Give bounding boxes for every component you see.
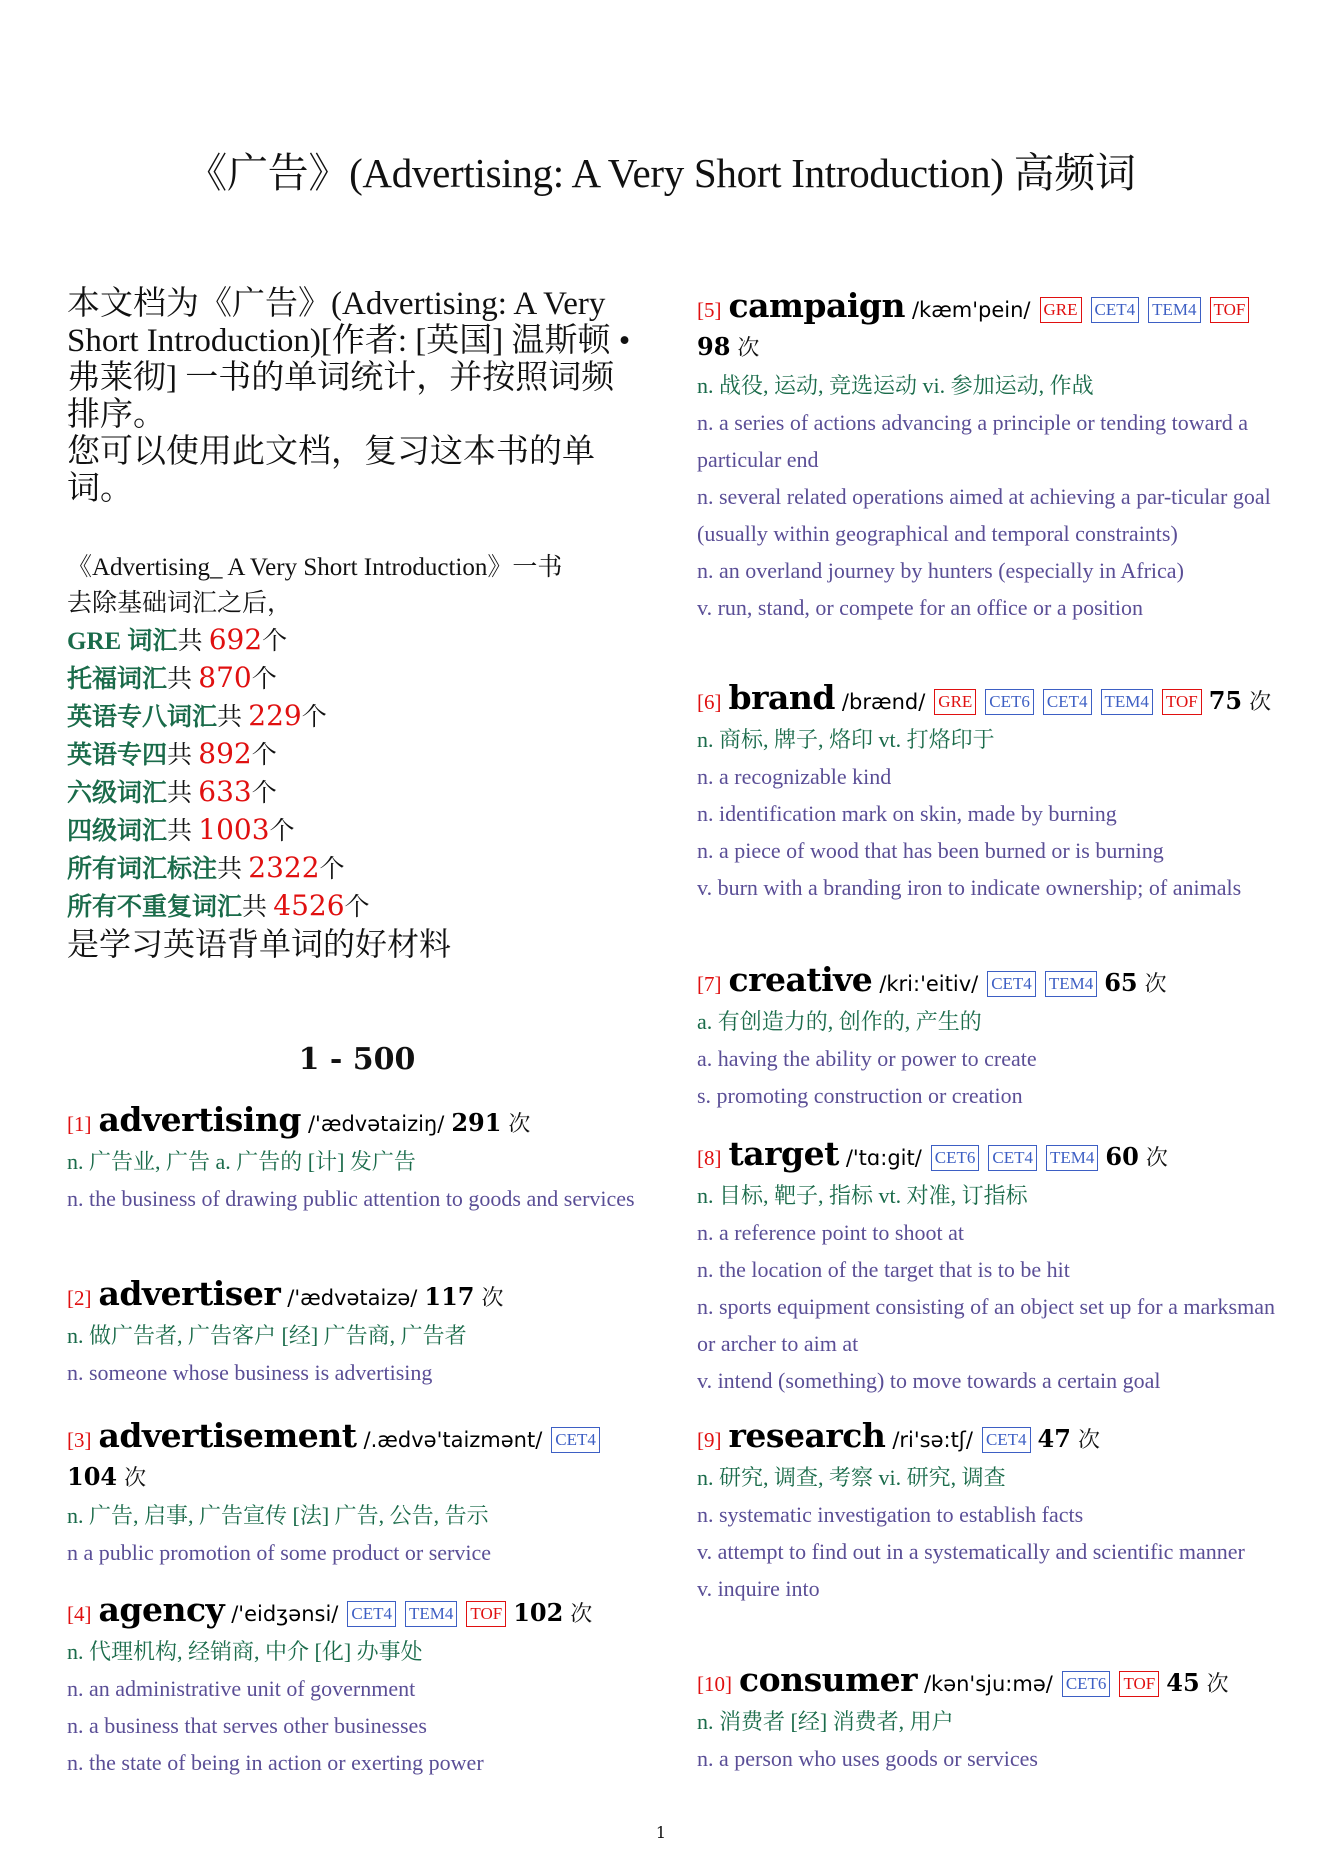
exam-tag: TEM4 (405, 1601, 457, 1627)
vocab-stats (67, 550, 647, 962)
english-definition: n. the location of the target that is to be hit (697, 1257, 1070, 1282)
headword: advertisement (98, 1416, 357, 1455)
stats-label: 英语专八词汇 (67, 704, 218, 731)
exam-tag: CET6 (985, 689, 1034, 715)
stats-filter-line: 去除基础词汇之后， (67, 590, 293, 617)
stats-mid: 共 (167, 818, 199, 845)
headword: creative (728, 960, 873, 999)
phonetic: /'ædvətaizə/ (287, 1286, 418, 1310)
stats-line (67, 736, 647, 774)
word-entry (697, 680, 1277, 906)
word-entry (697, 1136, 1277, 1399)
headword: brand (728, 678, 835, 717)
entry-index: [5] (697, 298, 722, 322)
stats-mid: 共 (167, 666, 199, 693)
chinese-definition: n. 广告业, 广告 a. 广告的 [计] 发广告 (67, 1149, 416, 1174)
chinese-definition: n. 商标, 牌子, 烙印 vt. 打烙印于 (697, 727, 995, 752)
phonetic: /.ædvə'taizmənt/ (363, 1428, 543, 1452)
exam-tag: GRE (1040, 297, 1082, 323)
phonetic: /ri'sə:tʃ/ (892, 1428, 973, 1452)
entry-index: [3] (67, 1428, 92, 1452)
english-definition: n. a piece of wood that has been burned or is burning (697, 838, 1164, 863)
frequency-count: 291 (451, 1108, 502, 1137)
stats-unit: 个 (269, 818, 295, 845)
chinese-definition: n. 代理机构, 经销商, 中介 [化] 办事处 (67, 1639, 423, 1664)
exam-tag: TEM4 (1046, 1145, 1098, 1171)
headword: campaign (728, 286, 905, 325)
stats-mid: 共 (167, 742, 199, 769)
headword-line (67, 1418, 647, 1497)
english-definition: n. a reference point to shoot at (697, 1220, 964, 1245)
stats-mid: 共 (242, 894, 274, 921)
english-definition: a. having the ability or power to create (697, 1046, 1037, 1071)
word-entry (67, 1276, 647, 1391)
english-definition: n. an administrative unit of government (67, 1676, 416, 1701)
chinese-definition: n. 做广告者, 广告客户 [经] 广告商, 广告者 (67, 1323, 467, 1348)
times-label: 次 (1144, 971, 1167, 996)
stats-unit: 个 (251, 666, 277, 693)
headword-line (67, 1592, 647, 1633)
entry-index: [8] (697, 1146, 722, 1170)
entry-index: [2] (67, 1286, 92, 1310)
headword-line (697, 288, 1277, 367)
exam-tag: TOF (466, 1601, 506, 1627)
stats-count: 692 (208, 623, 263, 656)
entry-index: [6] (697, 690, 722, 714)
entry-index: [4] (67, 1602, 92, 1626)
english-definition: v. inquire into (697, 1576, 820, 1601)
english-definition: n. identification mark on skin, made by burning (697, 801, 1117, 826)
exam-tag: CET4 (982, 1427, 1031, 1453)
stats-mid: 共 (217, 856, 249, 883)
english-definition: n. someone whose business is advertising (67, 1360, 433, 1385)
stats-mid: 共 (167, 780, 199, 807)
headword-line (697, 1136, 1277, 1177)
chinese-definition: a. 有创造力的, 创作的, 产生的 (697, 1009, 982, 1034)
stats-count: 633 (198, 775, 252, 808)
chinese-definition: n. 目标, 靶子, 指标 vt. 对准, 订指标 (697, 1183, 1028, 1208)
exam-tag: TEM4 (1101, 689, 1153, 715)
headword-line (697, 1418, 1277, 1459)
page-number: 1 (655, 1823, 667, 1842)
phonetic: /kri:'eitiv/ (879, 972, 979, 996)
english-definition: n. sports equipment consisting of an object set up for a marksman or archer to aim at (697, 1294, 1275, 1356)
stats-label: 英语专四 (67, 742, 168, 769)
stats-book-line: 《Advertising_ A Very Short Introduction》一书 (67, 554, 563, 581)
frequency-count: 102 (513, 1598, 564, 1627)
times-label: 次 (1145, 1145, 1168, 1170)
frequency-count: 47 (1037, 1424, 1071, 1453)
phonetic: /kæm'pein/ (911, 298, 1031, 322)
word-entry (67, 1418, 647, 1571)
frequency-count: 45 (1166, 1668, 1200, 1697)
headword-line (697, 962, 1277, 1003)
headword-line (697, 1662, 1277, 1703)
times-label: 次 (1206, 1671, 1229, 1696)
phonetic: /'eidʒənsi/ (231, 1602, 339, 1626)
headword: consumer (739, 1660, 917, 1699)
word-entry (67, 1102, 647, 1217)
headword: target (728, 1134, 839, 1173)
times-label: 次 (1249, 689, 1272, 714)
exam-tag: CET4 (1091, 297, 1140, 323)
stats-unit: 个 (344, 894, 370, 921)
range-heading: 1 - 500 (298, 1042, 416, 1077)
chinese-definition: n. 消费者 [经] 消费者, 用户 (697, 1709, 954, 1734)
stats-count: 2322 (248, 851, 320, 884)
times-label: 次 (508, 1111, 531, 1136)
stats-count: 870 (198, 661, 252, 694)
intro-paragraph: 本文档为《广告》(Advertising: A Very Short Introduction)[作者: [英国] 温斯顿 • 弗莱彻] 一书的单词统计，并按照词频排序。 (67, 286, 631, 433)
intro-usage: 您可以使用此文档，复习这本书的单词。 (67, 434, 595, 507)
entry-index: [7] (697, 972, 722, 996)
english-definition: n. several related operations aimed at achieving a par-ticular goal (usually within geographical and temporal constraints) (697, 484, 1271, 546)
chinese-definition: n. 广告, 启事, 广告宣传 [法] 广告, 公告, 告示 (67, 1503, 489, 1528)
stats-closing: 是学习英语背单词的好材料 (67, 926, 452, 962)
exam-tag: CET4 (987, 971, 1036, 997)
entry-index: [10] (697, 1672, 732, 1696)
stats-unit: 个 (251, 742, 277, 769)
english-definition: n a public promotion of some product or service (67, 1540, 492, 1565)
stats-unit: 个 (319, 856, 345, 883)
exam-tag: TOF (1119, 1671, 1159, 1697)
word-entry (697, 1662, 1277, 1777)
exam-tag: TEM4 (1148, 297, 1200, 323)
english-definition: v. burn with a branding iron to indicate ownership; of animals (697, 875, 1242, 900)
english-definition: n. a recognizable kind (697, 764, 892, 789)
exam-tag: CET4 (988, 1145, 1037, 1171)
times-label: 次 (1077, 1427, 1100, 1452)
frequency-count: 104 (67, 1462, 118, 1491)
stats-unit: 个 (262, 628, 288, 655)
stats-label: 六级词汇 (67, 780, 168, 807)
chinese-definition: n. 战役, 运动, 竞选运动 vi. 参加运动, 作战 (697, 373, 1094, 398)
stats-line (67, 888, 647, 926)
stats-count: 4526 (273, 889, 345, 922)
stats-unit: 个 (301, 704, 327, 731)
frequency-count: 65 (1104, 968, 1138, 997)
stats-line (67, 774, 647, 812)
english-definition: n. a series of actions advancing a principle or tending toward a particular end (697, 410, 1249, 472)
exam-tag: CET4 (347, 1601, 396, 1627)
english-definition: n. an overland journey by hunters (especially in Africa) (697, 558, 1184, 583)
stats-label: 四级词汇 (67, 818, 168, 845)
phonetic: /brænd/ (841, 690, 926, 714)
frequency-count: 60 (1105, 1142, 1139, 1171)
intro-block (67, 286, 647, 508)
stats-line (67, 850, 647, 888)
headword-line (697, 680, 1277, 721)
english-definition: n. systematic investigation to establish facts (697, 1502, 1084, 1527)
english-definition: n. the business of drawing public attention to goods and services (67, 1186, 635, 1211)
stats-label: GRE 词汇 (67, 628, 178, 655)
times-label: 次 (481, 1285, 504, 1310)
phonetic: /'ædvətaiziŋ/ (307, 1112, 445, 1136)
stats-label: 托福词汇 (67, 666, 168, 693)
stats-count: 892 (198, 737, 252, 770)
exam-tag: CET4 (1043, 689, 1092, 715)
english-definition: v. attempt to find out in a systematically and scientific manner (697, 1539, 1245, 1564)
frequency-count: 117 (424, 1282, 475, 1311)
times-label: 次 (124, 1465, 147, 1490)
stats-label: 所有词汇标注 (67, 856, 218, 883)
english-definition: v. intend (something) to move towards a certain goal (697, 1368, 1161, 1393)
word-entry (697, 962, 1277, 1114)
stats-line (67, 622, 647, 660)
chinese-definition: n. 研究, 调查, 考察 vi. 研究, 调查 (697, 1465, 1006, 1490)
english-definition: s. promoting construction or creation (697, 1083, 1023, 1108)
word-entry (697, 288, 1277, 626)
english-definition: n. a person who uses goods or services (697, 1746, 1038, 1771)
headword: agency (98, 1590, 225, 1629)
stats-label: 所有不重复词汇 (67, 894, 243, 921)
times-label: 次 (737, 335, 760, 360)
exam-tag: CET6 (1062, 1671, 1111, 1697)
stats-line (67, 812, 647, 850)
phonetic: /'tɑ:git/ (845, 1146, 922, 1170)
exam-tag: CET6 (931, 1145, 980, 1171)
entry-index: [1] (67, 1112, 92, 1136)
frequency-count: 75 (1208, 686, 1243, 715)
english-definition: n. the state of being in action or exerting power (67, 1750, 484, 1775)
stats-line (67, 660, 647, 698)
exam-tag: CET4 (551, 1427, 600, 1453)
frequency-count: 98 (697, 332, 731, 361)
phonetic: /kən'sju:mə/ (923, 1672, 1053, 1696)
headword-line (67, 1102, 647, 1143)
stats-mid: 共 (177, 628, 209, 655)
word-entry (67, 1592, 647, 1781)
english-definition: n. a business that serves other businesses (67, 1713, 427, 1738)
exam-tag: TOF (1210, 297, 1250, 323)
word-entry (697, 1418, 1277, 1607)
stats-unit: 个 (251, 780, 277, 807)
headword: research (728, 1416, 886, 1455)
stats-line (67, 698, 647, 736)
exam-tag: GRE (934, 689, 976, 715)
headword-line (67, 1276, 647, 1317)
english-definition: v. run, stand, or compete for an office or a position (697, 595, 1143, 620)
exam-tag: TEM4 (1045, 971, 1097, 997)
headword: advertising (98, 1100, 301, 1139)
stats-mid: 共 (217, 704, 249, 731)
stats-count: 1003 (198, 813, 270, 846)
headword: advertiser (98, 1274, 281, 1313)
times-label: 次 (570, 1601, 593, 1626)
page-title: 《广告》(Advertising: A Very Short Introduction) 高频词 (186, 150, 1136, 196)
exam-tag: TOF (1162, 689, 1202, 715)
stats-count: 229 (248, 699, 302, 732)
entry-index: [9] (697, 1428, 722, 1452)
